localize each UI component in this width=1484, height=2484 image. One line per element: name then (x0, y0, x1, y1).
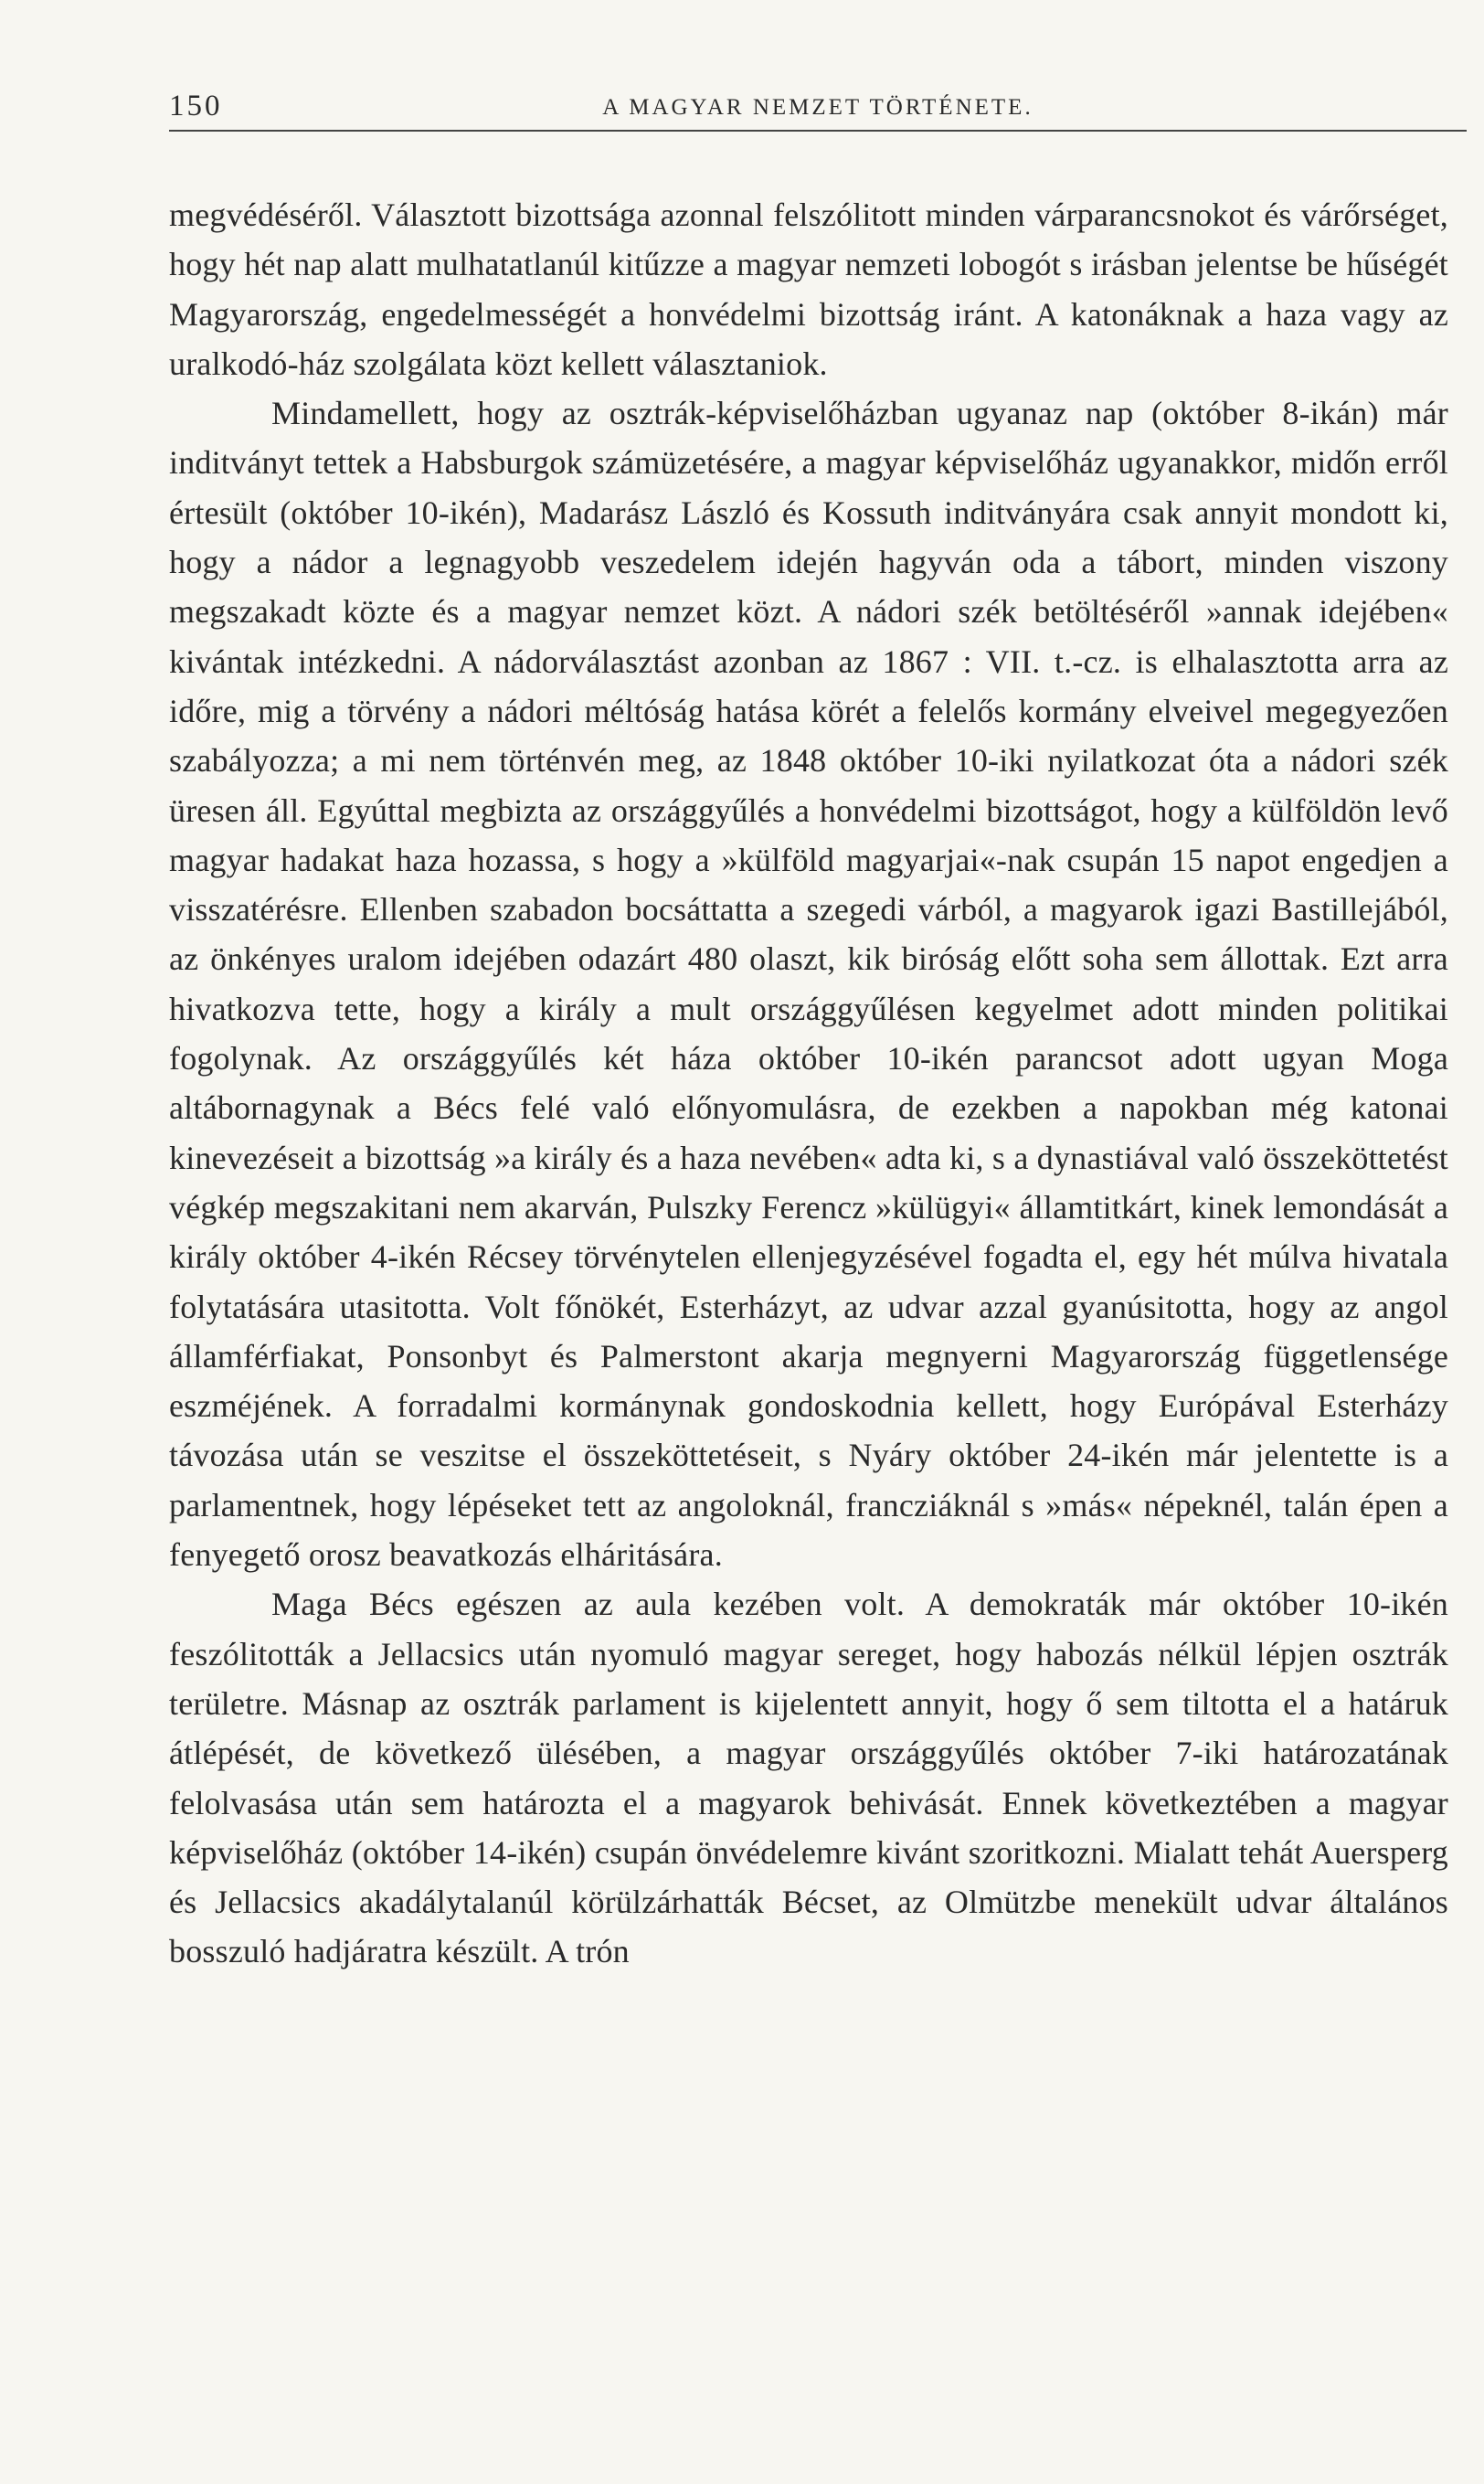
running-title: A MAGYAR NEMZET TÖRTÉNETE. (602, 95, 1034, 120)
paragraph-2: Mindamellett, hogy az osztrák-képviselőházban ugyanaz nap (október 8-ikán) már inditványt tettek a Habsburgok számüzetésére, a magyar képviselőház ugyanakkor, midőn erről értesült (október 10-ikén), Madarász László és Kossuth inditványára csak annyit mondott ki, hogy a nádor a legnagyobb veszedelem idején hagyván oda a tábort, minden viszony megszakadt közte és a magyar nemzet közt. A nádori szék betöltéséről »annak idejében« kivántak intézkedni. A nádorválasztást azonban az 1867 : VII. t.-cz. is elhalasztotta arra az időre, mig a törvény a nádori méltóság hatása körét a felelős kormány elveivel megegyezően szabályozza; a mi nem történvén meg, az 1848 október 10-iki nyilatkozat óta a nádori szék üresen áll. Egyúttal megbizta az országgyűlés a honvédelmi bizottságot, hogy a külföldön levő magyar hadakat haza hozassa, s hogy a »külföld magyarjai«-nak csupán 15 napot engedjen a visszatérésre. Ellenben szabadon bocsáttatta a szegedi várból, a magyarok igazi Bastillejából, az önkényes uralom idejében odazárt 480 olaszt, kik biróság előtt soha sem állottak. Ezt arra hivatkozva tette, hogy a király a mult országgyűlésen kegyelmet adott minden politikai fogolynak. Az országgyűlés két háza október 10-ikén parancsot adott ugyan Moga altábornagynak a Bécs felé való előnyomulásra, de ezekben a napokban még katonai kinevezéseit a bizottság »a király és a haza nevében« adta ki, s a dynastiával való összeköttetést végkép megszakitani nem akarván, Pulszky Ferencz »külügyi« államtitkárt, kinek lemondását a király október 4-ikén Récsey törvénytelen ellenjegyzésével fogadta el, egy hét múlva hivatala folytatására utasitotta. Volt főnökét, Esterházyt, az udvar azzal gyanúsitotta, hogy az angol államférfiakat, Ponsonbyt és Palmerstont akarja megnyerni Magyarország függetlensége eszméjének. A forradalmi kormánynak gondoskodnia kellett, hogy Európával Esterházy távozása után se veszitse el összeköttetéseit, s Nyáry október 24-ikén már jelentette is a parlamentnek, hogy lépéseket tett az angoloknál, francziáknál s »más« népeknél, talán épen a fenyegető orosz beavatkozás elháritására. (169, 395, 1448, 1574)
page-header (169, 88, 1467, 124)
paragraph-1: megvédéséről. Választott bizottsága azonnal felszólitott minden várparancsnokot és várőrséget, hogy hét nap alatt mulhatatlanúl kitűzze a magyar nemzeti lobogót s irásban jelentse be hűségét Magyarország, engedelmességét a honvédelmi bizottság iránt. A katonáknak a haza vagy az uralkodó-ház szolgálata közt kellett választaniok. (169, 196, 1448, 382)
header-rule (169, 130, 1467, 132)
body-text (169, 190, 1448, 1977)
page-number: 150 (169, 90, 223, 122)
paragraph-3: Maga Bécs egészen az aula kezében volt. A demokraták már október 10-ikén feszólitották a Jellacsics után nyomuló magyar sereget, hogy habozás nélkül lépjen osztrák területre. Másnap az osztrák parlament is kijelentett annyit, hogy ő sem tiltotta el a határuk átlépését, de következő ülésében, a magyar országgyűlés október 7-iki határozatának felolvasása után sem határozta el a magyarok behivását. Ennek következtében a magyar képviselőház (október 14-ikén) csupán önvédelemre kivánt szoritkozni. Mialatt tehát Auersperg és Jellacsics akadálytalanúl körülzárhatták Bécset, az Olmützbe menekült udvar általános bosszuló hadjáratra készült. A trón (169, 1586, 1448, 1970)
